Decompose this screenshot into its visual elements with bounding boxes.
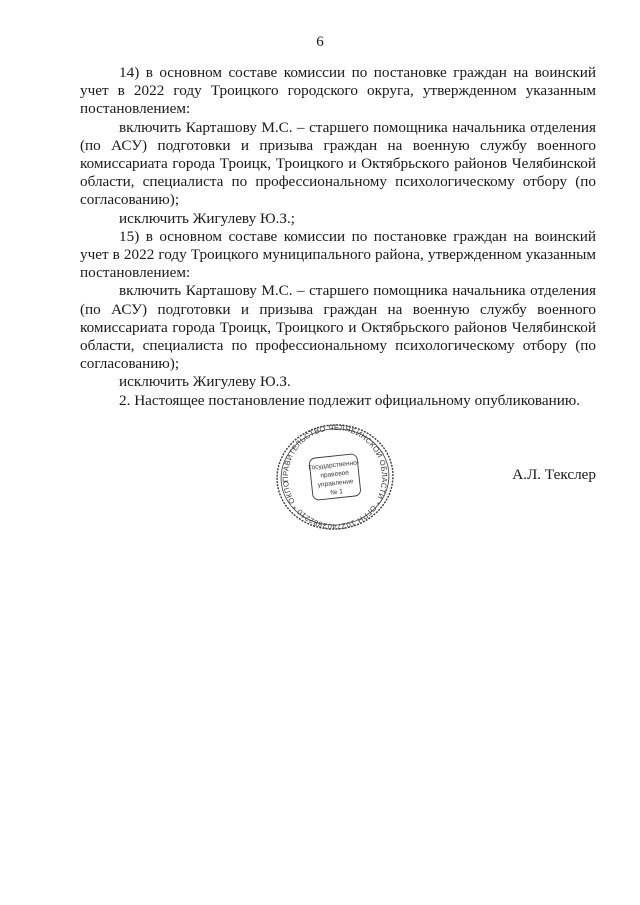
seal-center-line-1: Государственно-: [308, 459, 360, 472]
document-body: [80, 64, 596, 410]
official-seal: [268, 422, 402, 532]
signatory-name: А.Л. Текслер: [512, 466, 596, 483]
paragraph-include-1: включить Карташову М.С. – старшего помощника начальника отделения (по АСУ) подготовки и призыва граждан на военную службу военного комиссариата города Троицк, Троицкого и Октябрьского районов Челябинской области, специалиста по профессиональному психологическому отбору (по согласованию);: [80, 118, 596, 209]
seal-center-line-4: № 1: [329, 488, 344, 497]
seal-ring-text: ПРАВИТЕЛЬСТВО ЧЕЛЯБИНСКОЙ ОБЛАСТИ * ОГРН 1027403882210 * ОКПО: [280, 422, 390, 532]
paragraph-include-2: включить Карташову М.С. – старшего помощника начальника отделения (по АСУ) подготовки и призыва граждан на военную службу военного комиссариата города Троицк, Троицкого и Октябрьского районов Челябинской области, специалиста по профессиональному психологическому отбору (по согласованию);: [80, 282, 596, 373]
paragraph-item-14: 14) в основном составе комиссии по постановке граждан на воинский учет в 2022 году Троицкого городского округа, утвержденном указанным постановлением:: [80, 64, 596, 118]
paragraph-item-15: 15) в основном составе комиссии по постановке граждан на воинский учет в 2022 году Троицкого муниципального района, утвержденном указанным постановлением:: [80, 227, 596, 282]
paragraph-publication: 2. Настоящее постановление подлежит официальному опубликованию.: [119, 391, 581, 409]
paragraph-exclude-1: исключить Жигулеву Ю.З.;: [119, 209, 296, 227]
seal-center-line-3: управление: [317, 478, 354, 489]
seal-center-line-2: правовое: [320, 469, 350, 480]
page-number: 6: [316, 34, 324, 50]
paragraph-exclude-2: исключить Жигулеву Ю.З.: [119, 373, 291, 391]
